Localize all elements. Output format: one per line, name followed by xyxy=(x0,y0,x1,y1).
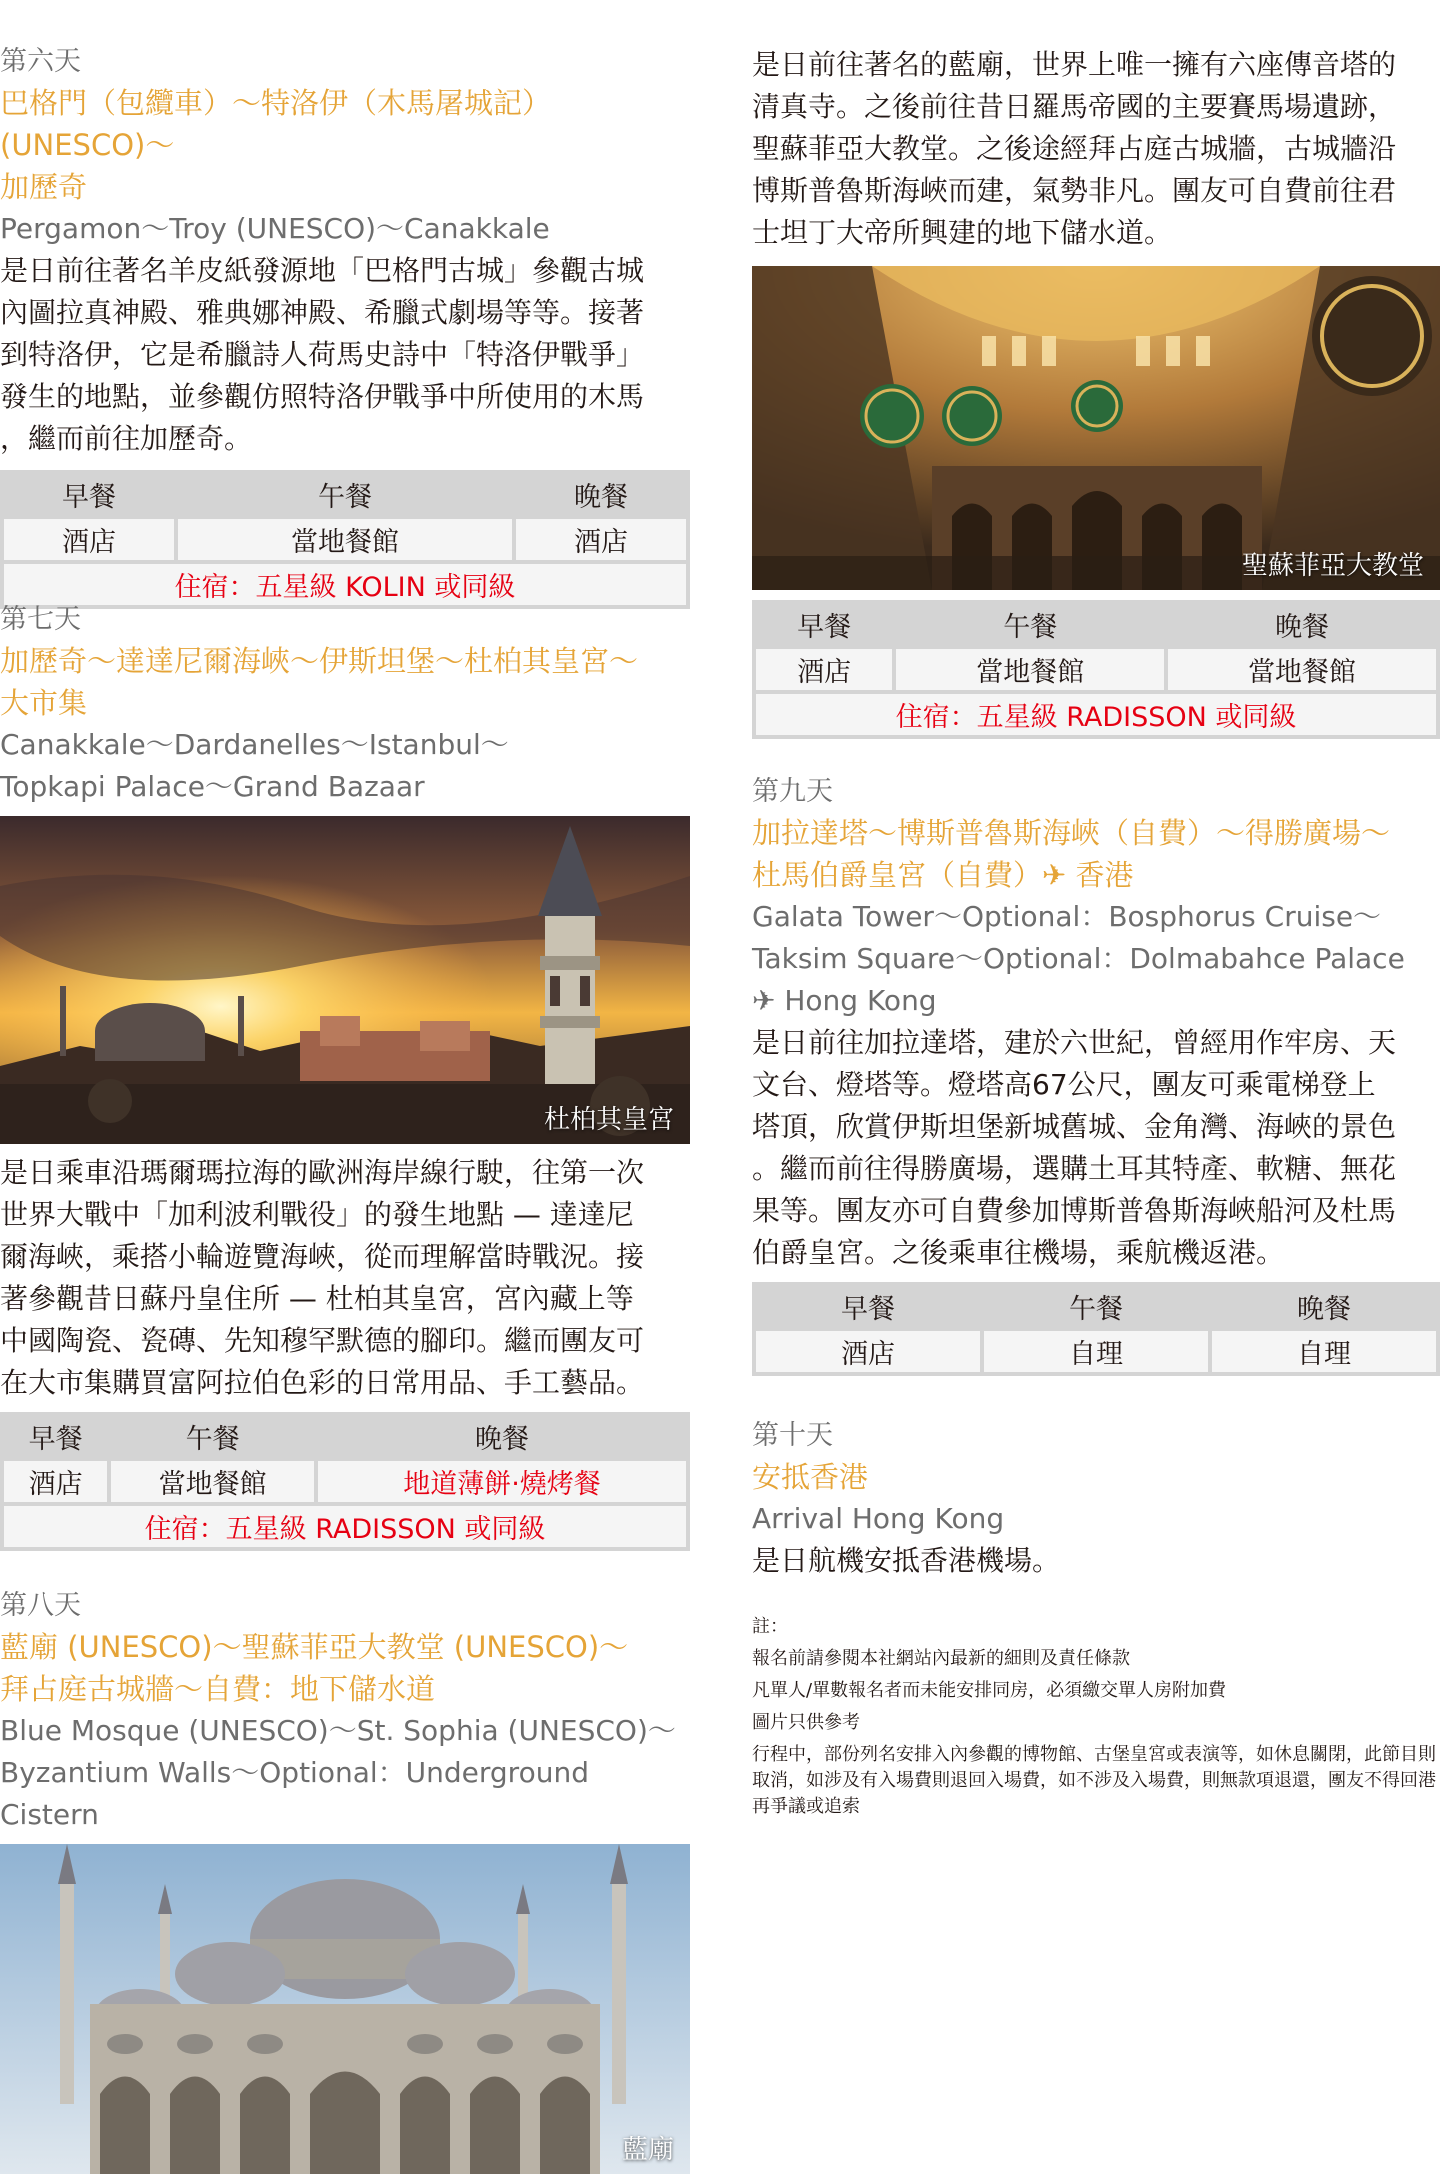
day8-photo2-caption: 聖蘇菲亞大教堂 xyxy=(1241,551,1424,581)
day7-title-line2: 大市集 xyxy=(0,686,88,720)
meal-lunch: 當地餐館 xyxy=(178,519,512,560)
day7-desc-line: 在大市集購買富阿拉伯色彩的日常用品、手工藝品。 xyxy=(0,1366,645,1399)
day9-en-line2: Taksim Square～Optional：Dolmabahce Palace xyxy=(752,942,1405,975)
meal-header-breakfast: 早餐 xyxy=(4,1416,107,1457)
meal-header-lunch: 午餐 xyxy=(178,474,512,515)
day6-accommodation: 住宿：五星級 KOLIN 或同級 xyxy=(4,564,686,605)
meal-breakfast: 酒店 xyxy=(756,1331,980,1372)
day9-en-line3: ✈ Hong Kong xyxy=(752,984,937,1017)
day6-title-line1: 巴格門（包纜車）～特洛伊（木馬屠城記）(UNESCO)～ xyxy=(0,86,552,162)
day10-label: 第十天 xyxy=(752,1420,833,1451)
day9-title-line1: 加拉達塔～博斯普魯斯海峽（自費）～得勝廣場～ xyxy=(752,816,1391,850)
blue-mosque-illustration xyxy=(0,1844,690,2174)
meal-header-lunch: 午餐 xyxy=(111,1416,314,1457)
day9-meal-table xyxy=(752,1282,1440,1376)
day8-meal-table xyxy=(752,600,1440,739)
meal-header-breakfast: 早餐 xyxy=(756,1286,980,1327)
st-sophia-interior-illustration xyxy=(752,266,1440,590)
day7-desc-line: 爾海峽，乘搭小輪遊覽海峽，從而理解當時戰況。接 xyxy=(0,1240,645,1273)
blue-mosque-photo xyxy=(0,1844,690,2174)
meal-dinner: 地道薄餅‧燒烤餐 xyxy=(318,1461,686,1502)
meal-breakfast: 酒店 xyxy=(756,649,892,690)
day8-accommodation: 住宿：五星級 RADISSON 或同級 xyxy=(756,694,1436,735)
day8-en-line1: Blue Mosque (UNESCO)～St. Sophia (UNESCO)～ xyxy=(0,1714,676,1747)
meal-breakfast: 酒店 xyxy=(4,1461,107,1502)
day10-desc: 是日航機安抵香港機場。 xyxy=(752,1544,1061,1577)
day6-label: 第六天 xyxy=(0,46,81,77)
meal-lunch: 當地餐館 xyxy=(111,1461,314,1502)
day7-desc-line: 著參觀昔日蘇丹皇住所 — 杜柏其皇宮，宮內藏上等 xyxy=(0,1282,634,1315)
day8-title-line1: 藍廟 (UNESCO)～聖蘇菲亞大教堂 (UNESCO)～ xyxy=(0,1630,629,1664)
meal-header-breakfast: 早餐 xyxy=(4,474,174,515)
day10-section xyxy=(752,1416,1440,1582)
day9-desc-line: 文台、燈塔等。燈塔高67公尺，團友可乘電梯登上 xyxy=(752,1068,1376,1101)
meal-breakfast: 酒店 xyxy=(4,519,174,560)
meal-header-lunch: 午餐 xyxy=(984,1286,1208,1327)
day8-label: 第八天 xyxy=(0,1590,81,1621)
note-item: 凡單人/單數報名者而未能安排同房，必須繳交單人房附加費 xyxy=(752,1680,1227,1701)
day9-desc-line: 。繼而前往得勝廣場，選購土耳其特產、軟糖、無花 xyxy=(752,1152,1397,1185)
day6-desc-line: ，繼而前往加歷奇。 xyxy=(0,422,253,455)
note-item: 行程中，部份列名安排入內參觀的博物館、古堡皇宮或表演等，如休息關閉，此節目則取消，如涉及有入場費則退回入場費，如不涉及入場費，則無款項退還，團友不得回港再爭議或追索 xyxy=(752,1744,1436,1817)
day8-continued xyxy=(752,44,1440,739)
day6-meal-table xyxy=(0,470,690,609)
meal-lunch: 當地餐館 xyxy=(896,649,1164,690)
day6-desc-line: 發生的地點，並參觀仿照特洛伊戰爭中所使用的木馬 xyxy=(0,380,645,413)
topkapi-sunset-illustration xyxy=(0,816,690,1144)
meal-header-breakfast: 早餐 xyxy=(756,604,892,645)
meal-header-lunch: 午餐 xyxy=(896,604,1164,645)
meal-header-dinner: 晚餐 xyxy=(1168,604,1436,645)
day7-en-line1: Canakkale～Dardanelles～Istanbul～ xyxy=(0,728,509,761)
notes-section xyxy=(752,1614,1440,1826)
day7-accommodation: 住宿：五星級 RADISSON 或同級 xyxy=(4,1506,686,1547)
day10-title: 安抵香港 xyxy=(752,1460,869,1494)
day8-desc-line: 清真寺。之後前往昔日羅馬帝國的主要賽馬場遺跡， xyxy=(752,90,1397,123)
day7-section xyxy=(0,600,690,1551)
day9-title-line2: 杜馬伯爵皇宮（自費）✈ 香港 xyxy=(752,858,1134,892)
day7-desc-line: 是日乘車沿瑪爾瑪拉海的歐洲海岸線行駛，往第一次 xyxy=(0,1156,645,1189)
note-item: 圖片只供參考 xyxy=(752,1712,860,1733)
day8-section xyxy=(0,1586,690,2174)
meal-header-dinner: 晚餐 xyxy=(516,474,686,515)
day6-desc-line: 到特洛伊，它是希臘詩人荷馬史詩中「特洛伊戰爭」 xyxy=(0,338,645,371)
meal-header-dinner: 晚餐 xyxy=(318,1416,686,1457)
day7-photo-caption: 杜柏其皇宮 xyxy=(543,1105,674,1135)
day9-label: 第九天 xyxy=(752,776,833,807)
meal-dinner: 自理 xyxy=(1212,1331,1436,1372)
day8-photo-caption: 藍廟 xyxy=(621,2135,674,2165)
notes-heading: 註： xyxy=(752,1616,788,1637)
st-sophia-photo xyxy=(752,266,1440,590)
meal-dinner: 酒店 xyxy=(516,519,686,560)
day7-meal-table xyxy=(0,1412,690,1551)
day8-desc-line: 博斯普魯斯海峽而建，氣勢非凡。團友可自費前往君 xyxy=(752,174,1397,207)
day6-desc-line: 內圖拉真神殿、雅典娜神殿、希臘式劇場等等。接著 xyxy=(0,296,645,329)
day7-title-line1: 加歷奇～達達尼爾海峽～伊斯坦堡～杜柏其皇宮～ xyxy=(0,644,639,678)
day7-desc-line: 世界大戰中「加利波利戰役」的發生地點 — 達達尼 xyxy=(0,1198,634,1231)
day6-desc-line: 是日前往著名羊皮紙發源地「巴格門古城」參觀古城 xyxy=(0,254,645,287)
meal-dinner: 當地餐館 xyxy=(1168,649,1436,690)
day8-en-line2: Byzantium Walls～Optional：Underground Cistern xyxy=(0,1756,589,1831)
day10-en: Arrival Hong Kong xyxy=(752,1502,1005,1535)
day9-desc-line: 果等。團友亦可自費參加博斯普魯斯海峽船河及杜馬 xyxy=(752,1194,1397,1227)
day8-desc-line: 士坦丁大帝所興建的地下儲水道。 xyxy=(752,216,1173,249)
day9-desc-line: 是日前往加拉達塔，建於六世紀，曾經用作牢房、天 xyxy=(752,1026,1397,1059)
day6-section xyxy=(0,42,690,609)
day7-label: 第七天 xyxy=(0,604,81,635)
day9-desc-line: 伯爵皇宮。之後乘車往機場，乘航機返港。 xyxy=(752,1236,1285,1269)
day6-en-line1: Pergamon～Troy (UNESCO)～Canakkale xyxy=(0,212,550,245)
day6-title-line2: 加歷奇 xyxy=(0,170,88,204)
day8-title-line2: 拜占庭古城牆～自費：地下儲水道 xyxy=(0,1672,436,1706)
topkapi-palace-photo xyxy=(0,816,690,1144)
meal-header-dinner: 晚餐 xyxy=(1212,1286,1436,1327)
day9-section xyxy=(752,772,1440,1376)
note-item: 報名前請參閱本社網站內最新的細則及責任條款 xyxy=(752,1648,1130,1669)
day8-desc-line: 聖蘇菲亞大教堂。之後途經拜占庭古城牆，古城牆沿 xyxy=(752,132,1397,165)
day8-desc-line: 是日前往著名的藍廟，世界上唯一擁有六座傳音塔的 xyxy=(752,48,1397,81)
day7-desc-line: 中國陶瓷、瓷磚、先知穆罕默德的腳印。繼而團友可 xyxy=(0,1324,645,1357)
day9-desc-line: 塔頂，欣賞伊斯坦堡新城舊城、金角灣、海峽的景色 xyxy=(752,1110,1397,1143)
day9-en-line1: Galata Tower～Optional：Bosphorus Cruise～ xyxy=(752,900,1382,933)
day7-en-line2: Topkapi Palace～Grand Bazaar xyxy=(0,770,425,803)
meal-lunch: 自理 xyxy=(984,1331,1208,1372)
